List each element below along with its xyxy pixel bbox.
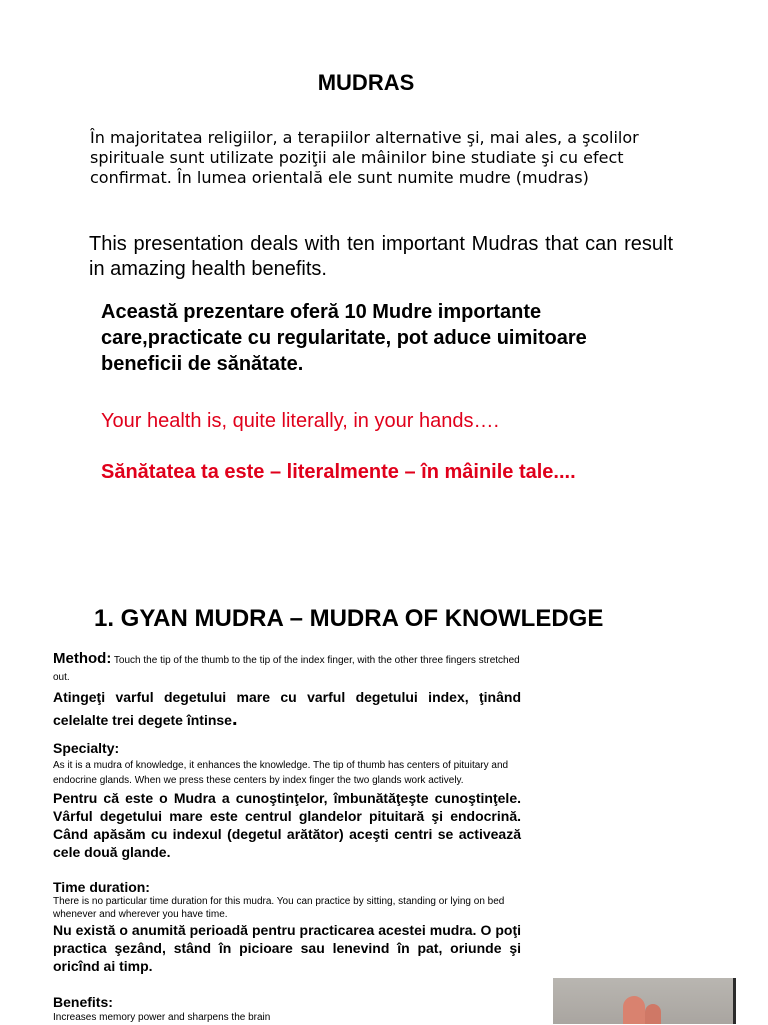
- method-first-line: [53, 651, 521, 685]
- page-title: MUDRAS: [317, 70, 415, 95]
- method-label: Method:: [53, 650, 112, 667]
- health-tagline-english: Your health is, quite literally, in your hands….: [101, 410, 499, 432]
- method-text-romanian-end: .: [231, 708, 238, 730]
- time-duration-text-english: There is no particular time duration for this mudra. You can practice by sitting, standing or lying on bed whenever and wherever you have time.: [53, 896, 505, 920]
- method-text-romanian: Atingeţi varful degetului mare cu varful degetului index, ţinând celelalte trei degete întinse: [53, 689, 521, 728]
- intro-english-paragraph: This presentation deals with ten important Mudras that can result in amazing health benefits.: [89, 233, 673, 280]
- time-duration-text-romanian: Nu există o anumită perioadă pentru practicarea acestei mudra. O poţi practica şezând, stând în picioare sau lenevind în pat, oriunde şi oricînd ai timp.: [53, 922, 521, 974]
- benefits-text-english: Increases memory power and sharpens the brain: [53, 1012, 271, 1023]
- time-duration-label: Time duration:: [53, 879, 150, 895]
- photo-frame-edge: [733, 978, 736, 1024]
- intro-romanian-bold-paragraph: Această prezentare oferă 10 Mudre importante care,practicate cu regularitate, pot aduce uimitoare beneficii de sănătate.: [101, 301, 587, 375]
- benefits-label: Benefits:: [53, 994, 113, 1010]
- photo-finger-shape-secondary: [645, 1004, 661, 1024]
- method-text-english: Touch the tip of the thumb to the tip of the index finger, with the other three fingers stretched out.: [53, 655, 520, 683]
- specialty-text-english: As it is a mudra of knowledge, it enhances the knowledge. The tip of thumb has centers of pituitary and endocrine glands. When we press these centers by index finger the two glands work actively.: [53, 760, 509, 786]
- benefits-block: [53, 994, 521, 1025]
- specialty-block: [53, 740, 521, 861]
- method-block: [53, 651, 521, 731]
- intro-romanian-paragraph: În majoritatea religiilor, a terapiilor alternative şi, mai ales, a şcolilor spirituale sunt utilizate poziţii ale mâinilor bine studiate şi cu efect confirmat. În lumea orientală ele sunt numite mudre (mudras): [90, 128, 639, 187]
- photo-finger-shape: [623, 996, 645, 1024]
- health-tagline-romanian: Sănătatea ta este – literalmente – în mâinile tale....: [101, 461, 576, 483]
- time-duration-block: [53, 879, 521, 975]
- method-text-romanian-block: [53, 686, 521, 731]
- specialty-text-romanian: Pentru că este o Mudra a cunoştinţelor, îmbunătăţeşte cunoştinţele. Vârful degetului mare este centrul glandelor pituitară şi endocrină. Când apăsăm cu indexul (degetul arătător) aceşti centri se activează cele două glande.: [53, 790, 521, 860]
- section-title: 1. GYAN MUDRA – MUDRA OF KNOWLEDGE: [94, 605, 604, 632]
- gyan-mudra-photo: [553, 978, 736, 1024]
- specialty-label: Specialty:: [53, 740, 120, 756]
